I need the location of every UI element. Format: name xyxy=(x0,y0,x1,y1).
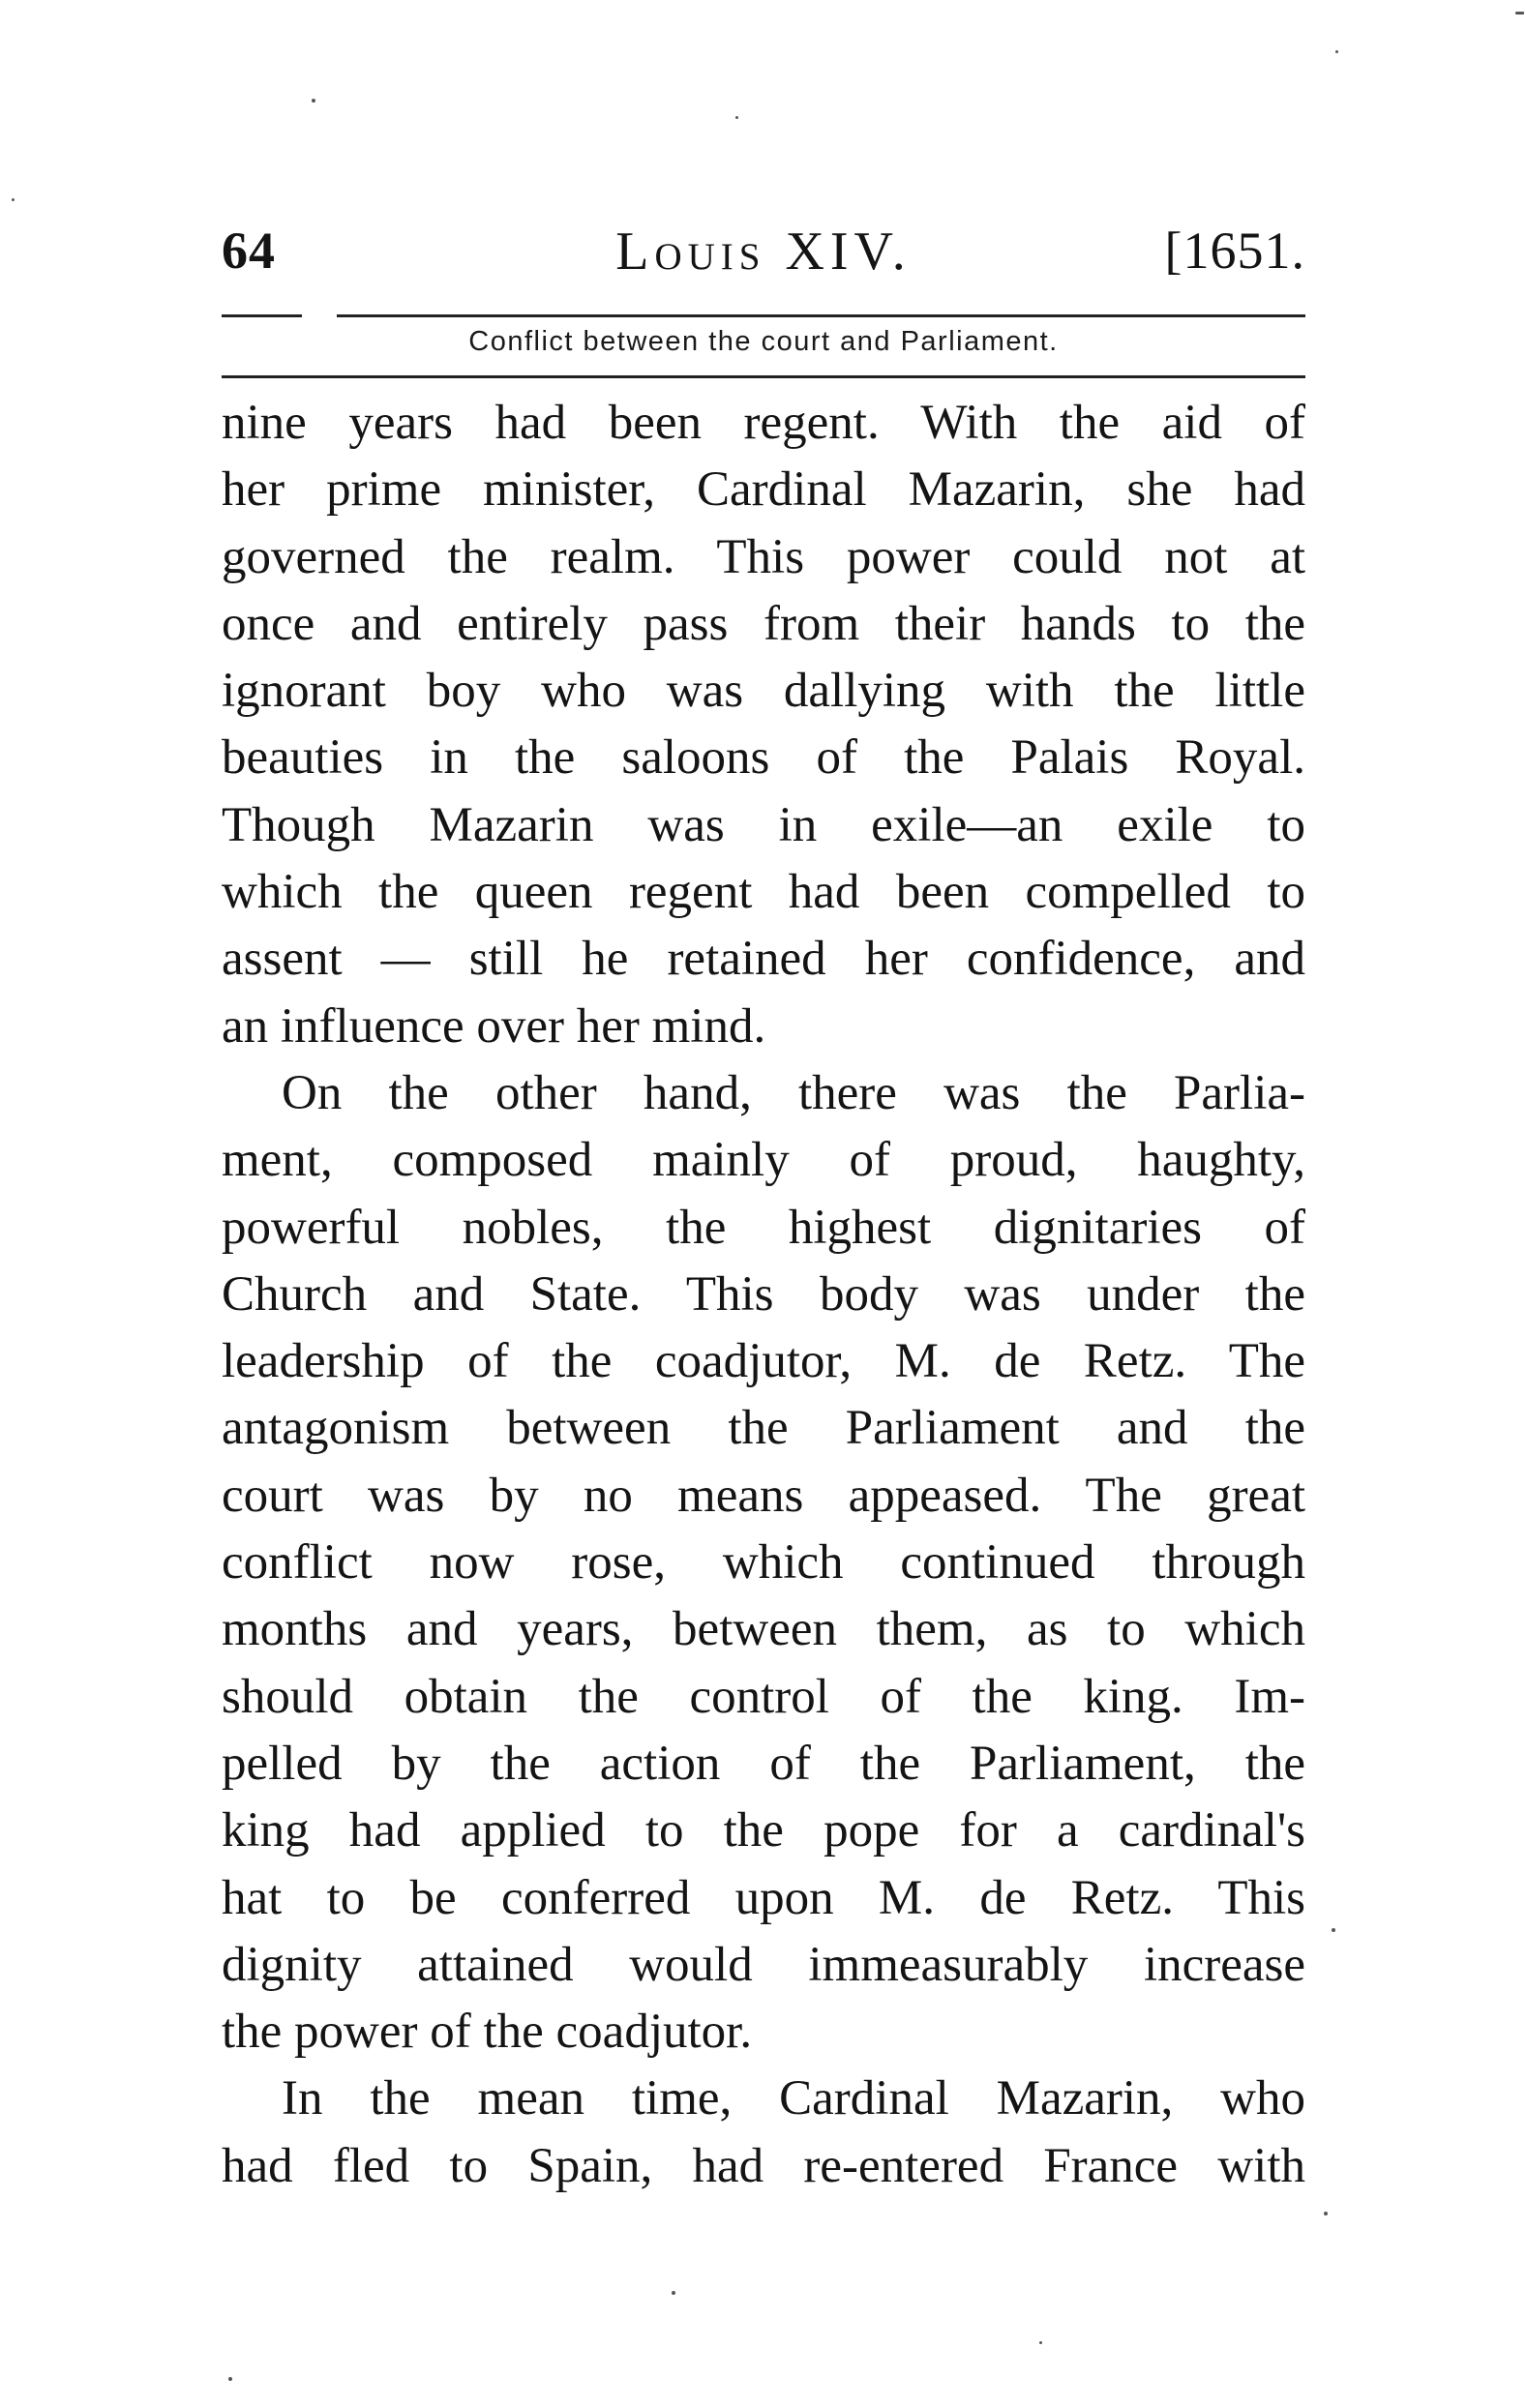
text-line: court was by no means appeased. The great xyxy=(222,1468,1305,1523)
text-line: ment, composed mainly of proud, haughty, xyxy=(222,1133,1305,1188)
section-subhead: Conflict between the court and Parliament. xyxy=(468,326,1059,357)
text-line: conflict now rose, which continued through xyxy=(222,1535,1305,1590)
text-line: governed the realm. This power could not at xyxy=(222,529,1305,584)
text-line: nine years had been regent. With the aid of xyxy=(222,396,1305,450)
text-line: Though Mazarin was in exile—an exile to xyxy=(222,797,1305,852)
text-line: pelled by the action of the Parliament, the xyxy=(222,1736,1305,1791)
text-line: dignity attained would immeasurably increase xyxy=(222,1937,1305,1992)
text-line: king had applied to the pope for a cardinal's xyxy=(222,1803,1305,1858)
text-line: On the other hand, there was the Parlia- xyxy=(282,1065,1305,1120)
text-line: her prime minister, Cardinal Mazarin, she had xyxy=(222,462,1305,518)
text-line: In the mean time, Cardinal Mazarin, who xyxy=(282,2071,1305,2126)
text-line: the power of the coadjutor. xyxy=(222,2005,753,2060)
text-line: assent — still he retained her confidence, and xyxy=(222,932,1305,987)
text-line: which the queen regent had been compelled to xyxy=(222,865,1305,920)
text-line: months and years, between them, as to which xyxy=(222,1602,1305,1657)
text-line: leadership of the coadjutor, M. de Retz. The xyxy=(222,1334,1305,1389)
text-line: an influence over her mind. xyxy=(222,998,766,1054)
text-line: antagonism between the Parliament and the xyxy=(222,1401,1305,1456)
header-rule-bottom xyxy=(222,375,1305,378)
text-line: had fled to Spain, had re-entered France with xyxy=(222,2138,1305,2193)
page-header xyxy=(222,203,1305,281)
text-line: once and entirely pass from their hands to the xyxy=(222,596,1305,651)
header-rule-break xyxy=(302,309,337,320)
text-line: ignorant boy who was dallying with the little xyxy=(222,664,1305,719)
body-text xyxy=(222,390,1305,2200)
year-marker: [1651. xyxy=(1164,222,1305,280)
text-line: hat to be conferred upon M. de Retz. This xyxy=(222,1870,1305,1925)
text-line: powerful nobles, the highest dignitaries of xyxy=(222,1200,1305,1255)
text-line: should obtain the control of the king. Im- xyxy=(222,1669,1305,1724)
page-number: 64 xyxy=(222,222,276,280)
text-line: beauties in the saloons of the Palais Royal. xyxy=(222,730,1305,786)
text-line: Church and State. This body was under the xyxy=(222,1266,1305,1322)
header-rule-top xyxy=(222,314,1305,317)
running-title: Louis XIV. xyxy=(615,222,912,282)
